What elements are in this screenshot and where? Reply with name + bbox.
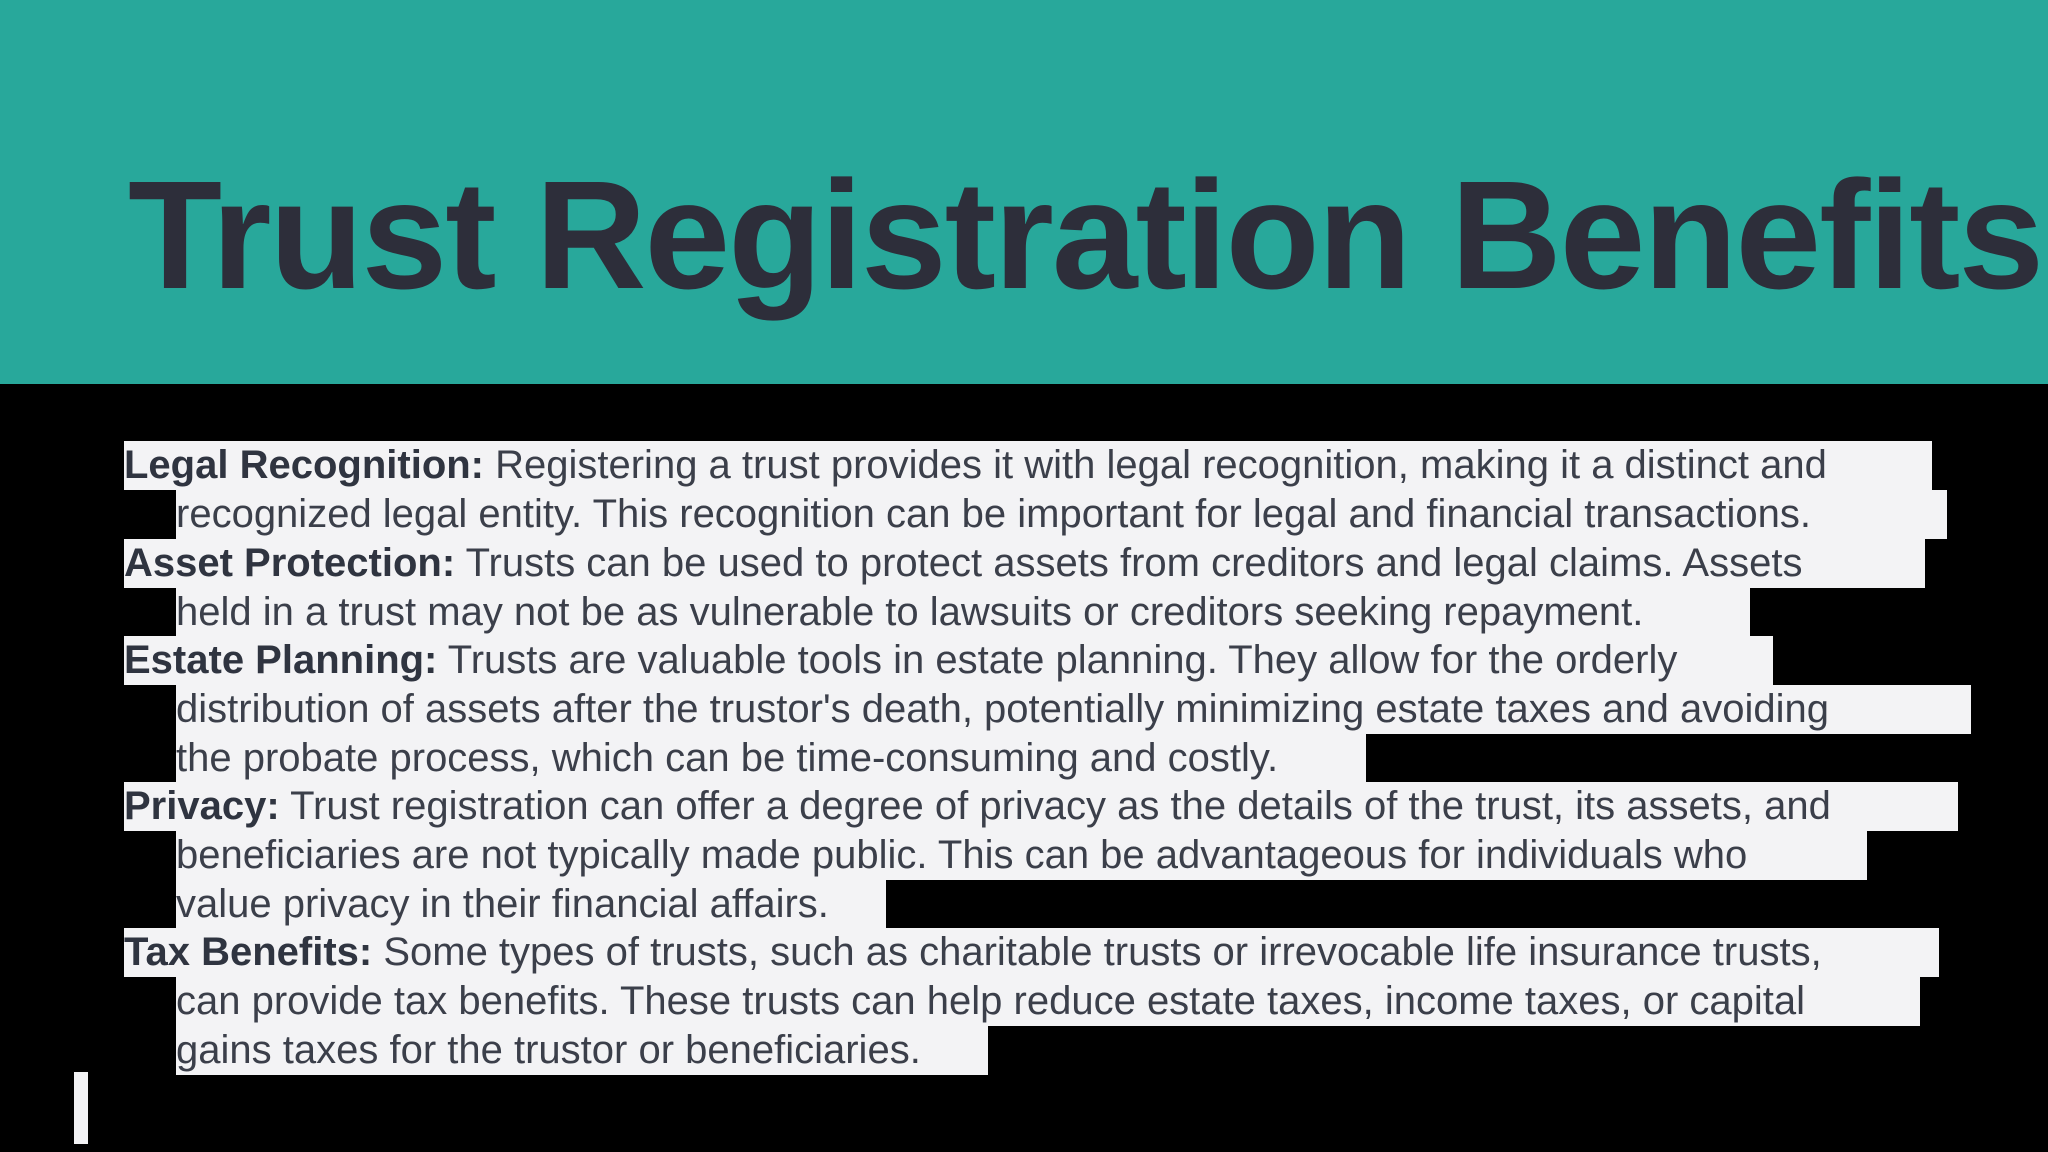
list-item-tax-benefits-line-2 <box>176 977 1920 1026</box>
item-text: can provide tax benefits. These trusts can help reduce estate taxes, income taxes, or capital <box>176 979 1806 1023</box>
item-text: Trusts can be used to protect assets from creditors and legal claims. Assets <box>455 541 1803 585</box>
item-text: Trusts are valuable tools in estate planning. They allow for the orderly <box>437 638 1678 682</box>
slide-title: Trust Registration Benefits <box>128 149 2043 321</box>
item-text: Trust registration can offer a degree of privacy as the details of the trust, its assets, and <box>279 784 1831 828</box>
item-text: the probate process, which can be time-consuming and costly. <box>176 736 1279 780</box>
list-item-asset-protection-line-2 <box>176 588 1750 637</box>
list-item-privacy-line-2 <box>176 831 1867 880</box>
term-label: Asset Protection: <box>124 541 456 585</box>
term-label: Estate Planning: <box>124 638 438 682</box>
term-label: Tax Benefits: <box>124 930 373 974</box>
item-text: Some types of trusts, such as charitable trusts or irrevocable life insurance trusts, <box>372 930 1822 974</box>
list-item-legal-recognition-line-2 <box>176 490 1947 539</box>
list-item-legal-recognition-line-1 <box>124 441 1932 490</box>
item-text: Registering a trust provides it with legal recognition, making it a distinct and <box>484 443 1827 487</box>
list-item-tax-benefits-line-3 <box>176 1026 988 1075</box>
term-label: Privacy: <box>124 784 280 828</box>
text-cursor <box>74 1072 88 1144</box>
list-item-estate-planning-line-3 <box>176 734 1366 783</box>
item-text: gains taxes for the trustor or beneficiaries. <box>176 1028 921 1072</box>
item-text: distribution of assets after the trustor's death, potentially minimizing estate taxes and avoiding <box>176 687 1829 731</box>
item-text: recognized legal entity. This recognition can be important for legal and financial transactions. <box>176 492 1812 536</box>
list-item-estate-planning-line-2 <box>176 685 1971 734</box>
list-item-privacy-line-3 <box>176 880 886 929</box>
item-text: value privacy in their financial affairs. <box>176 882 829 926</box>
list-item-tax-benefits-line-1 <box>124 928 1939 977</box>
list-item-asset-protection-line-1 <box>124 539 1925 588</box>
item-text: held in a trust may not be as vulnerable to lawsuits or creditors seeking repayment. <box>176 590 1644 634</box>
term-label: Legal Recognition: <box>124 443 484 487</box>
item-text: beneficiaries are not typically made public. This can be advantageous for individuals who <box>176 833 1748 877</box>
list-item-privacy-line-1 <box>124 782 1958 831</box>
list-item-estate-planning-line-1 <box>124 636 1773 685</box>
